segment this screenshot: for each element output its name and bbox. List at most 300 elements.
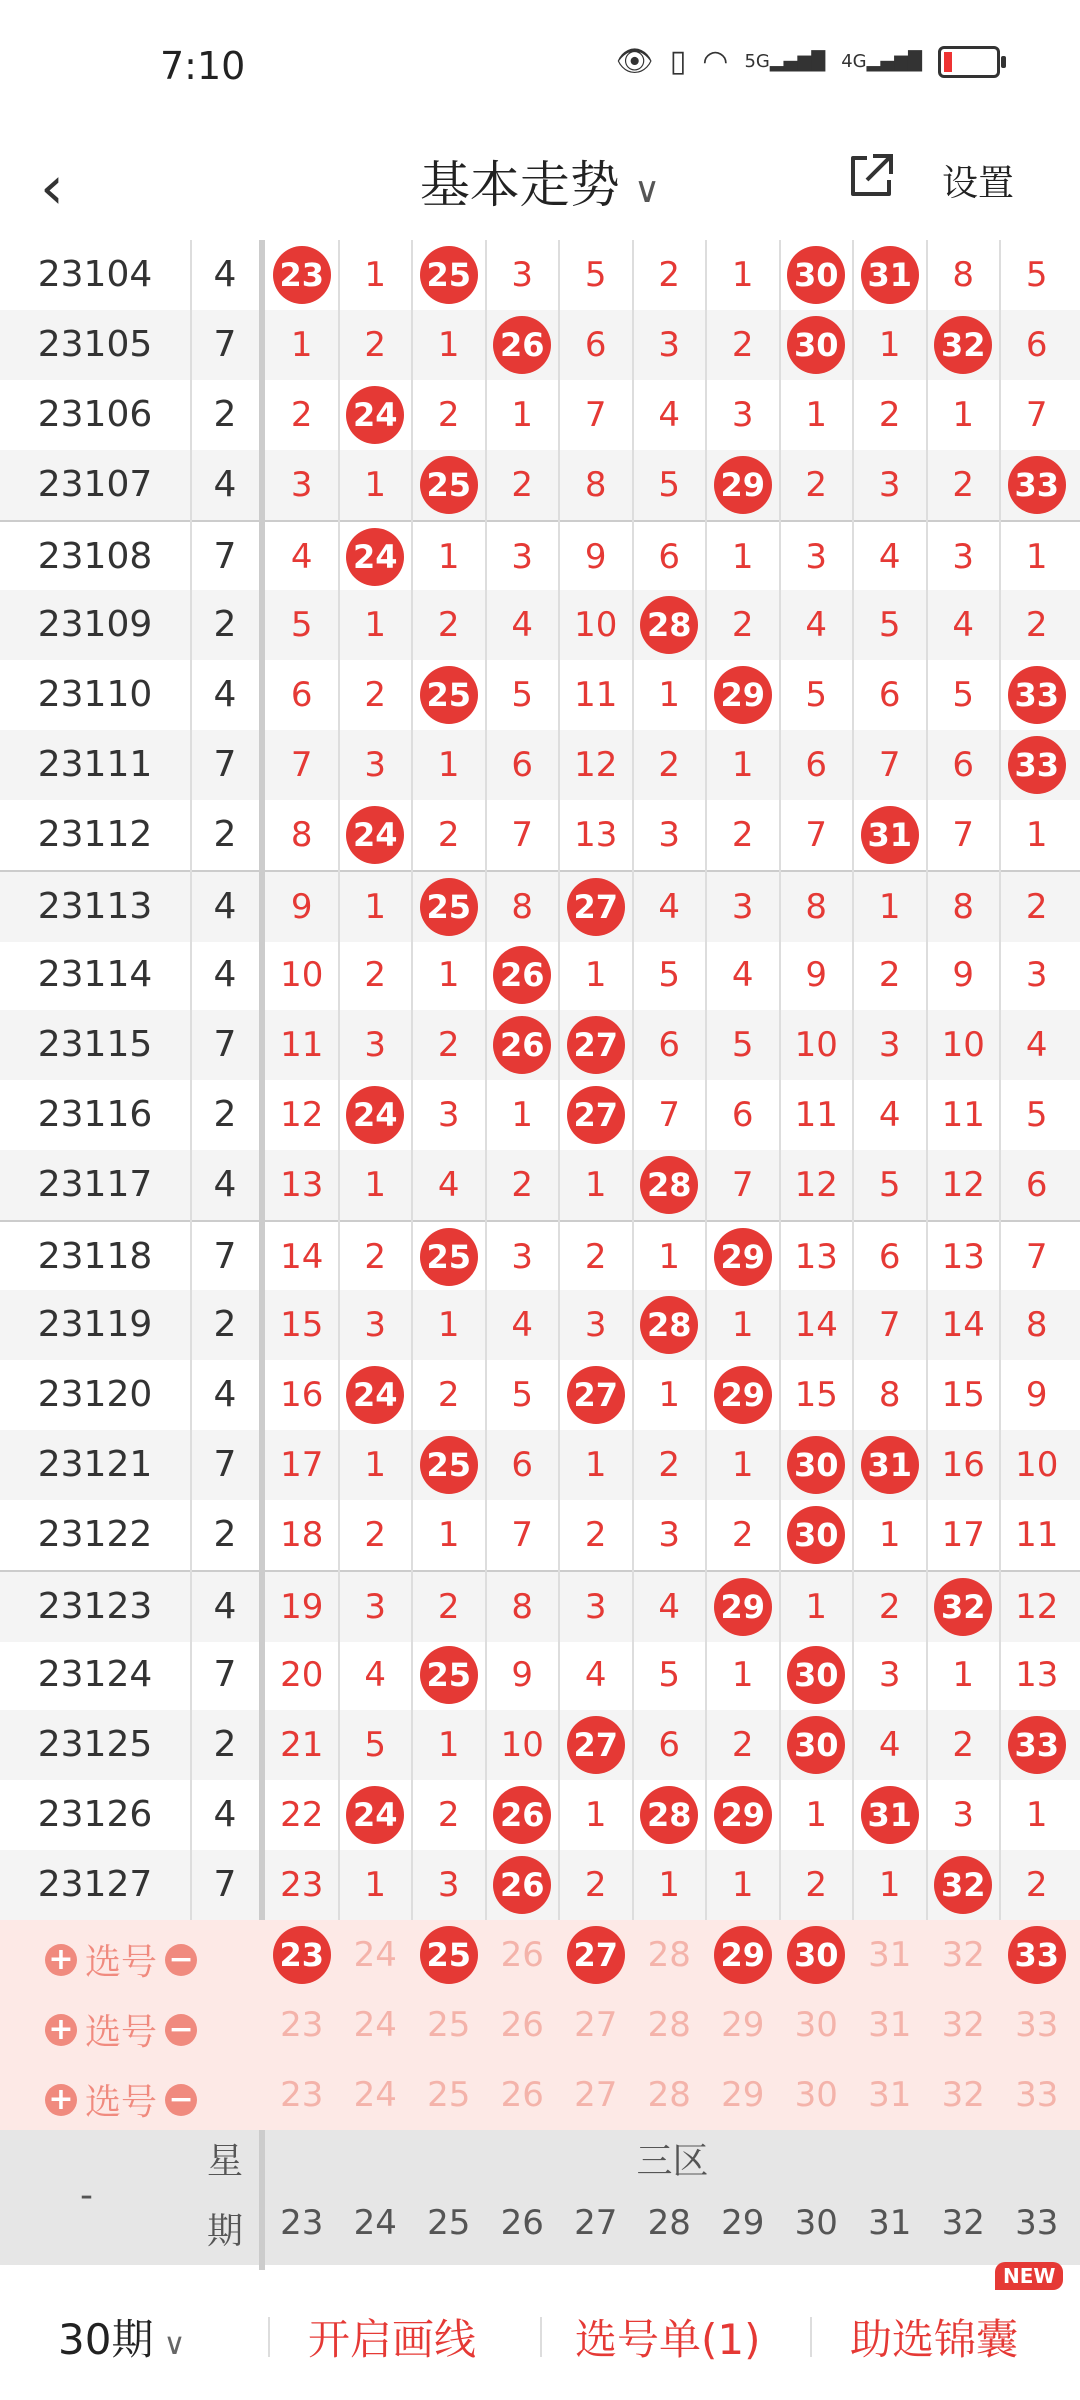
period-cell: 23118 [37,1236,153,1277]
miss-cell: 6 [290,675,313,715]
selected-number[interactable]: 25 [420,1926,478,1984]
network-4g-label: 4G [841,51,867,72]
week-cell: 7 [213,1864,237,1905]
period-cell: 23111 [37,744,153,785]
miss-cell: 16 [280,1375,324,1415]
column-divider [338,240,340,2130]
miss-cell: 3 [364,1587,387,1627]
column-divider [632,240,634,2130]
column-divider [705,240,707,2130]
miss-cell: 1 [878,887,901,927]
selectable-number[interactable]: 31 [868,1935,912,1975]
status-bar [0,0,1080,135]
drawn-ball: 33 [1008,736,1066,794]
miss-cell: 9 [952,955,975,995]
selectable-number[interactable]: 26 [500,2005,544,2045]
new-badge: NEW [995,2262,1063,2290]
miss-cell: 4 [511,605,534,645]
drawn-ball: 25 [420,1228,478,1286]
selected-number[interactable]: 33 [1008,1926,1066,1984]
miss-cell: 12 [794,1165,838,1205]
divider [540,2317,542,2357]
week-cell: 2 [213,394,237,435]
miss-cell: 21 [280,1725,324,1765]
miss-cell: 8 [511,887,534,927]
selectable-number[interactable]: 31 [868,2075,912,2115]
miss-cell: 1 [511,1095,534,1135]
drawn-ball: 32 [934,1856,992,1914]
miss-cell: 2 [658,745,681,785]
miss-cell: 7 [805,815,828,855]
miss-cell: 3 [878,465,901,505]
periods-selector[interactable] [58,2307,185,2367]
drawn-ball: 28 [640,1156,698,1214]
miss-cell: 1 [878,325,901,365]
miss-cell: 6 [805,745,828,785]
draw-line-button[interactable]: 开启画线 [308,2315,477,2364]
miss-cell: 6 [1025,1165,1048,1205]
miss-cell: 1 [1025,1795,1048,1835]
miss-cell: 5 [1025,1095,1048,1135]
selectable-number[interactable]: 28 [647,1935,691,1975]
selectable-number[interactable]: 32 [941,2005,985,2045]
selection-controls [45,2004,197,2055]
table-row [0,1290,1080,1360]
column-header-number: 31 [868,2203,912,2243]
period-cell: 23113 [37,886,153,927]
miss-cell: 2 [731,1515,754,1555]
miss-cell: 9 [584,537,607,577]
divider [810,2317,812,2357]
selectable-number[interactable]: 30 [794,2075,838,2115]
back-icon[interactable]: ‹ [40,153,64,223]
miss-cell: 8 [952,255,975,295]
drawn-ball: 29 [714,1228,772,1286]
miss-cell: 2 [731,1725,754,1765]
miss-cell: 8 [584,465,607,505]
selectable-number[interactable]: 32 [941,2075,985,2115]
miss-cell: 5 [658,1655,681,1695]
miss-cell: 13 [574,815,618,855]
week-cell: 7 [213,1654,237,1695]
miss-cell: 3 [658,815,681,855]
miss-cell: 8 [878,1375,901,1415]
column-header-number: 28 [647,2203,691,2243]
miss-cell: 1 [364,605,387,645]
week-cell: 4 [213,254,237,295]
remove-icon[interactable]: − [165,2084,197,2116]
selection-label: 选号 [85,1942,158,1983]
miss-cell: 4 [658,887,681,927]
miss-cell: 3 [731,395,754,435]
table-row [0,1850,1080,1920]
ticket-button[interactable]: 选号单(1) [575,2315,761,2364]
miss-cell: 4 [511,1305,534,1345]
miss-cell: 7 [511,1515,534,1555]
selection-row [0,1990,1080,2060]
divider [268,2317,270,2357]
table-row [0,1780,1080,1850]
miss-cell: 6 [878,1237,901,1277]
miss-cell: 22 [280,1795,324,1835]
miss-cell: 3 [1025,955,1048,995]
selectable-number[interactable]: 23 [280,2075,324,2115]
miss-cell: 1 [1025,815,1048,855]
miss-cell: 7 [878,1305,901,1345]
miss-cell: 2 [364,1515,387,1555]
miss-cell: 1 [731,1655,754,1695]
table-row [0,1150,1080,1220]
miss-cell: 7 [878,745,901,785]
miss-cell: 3 [511,1237,534,1277]
period-cell: 23121 [37,1444,153,1485]
week-cell: 7 [213,536,237,577]
week-cell: 4 [213,1374,237,1415]
drawn-ball: 28 [640,1786,698,1844]
add-icon[interactable]: + [45,1944,77,1976]
miss-cell: 5 [658,465,681,505]
miss-cell: 1 [437,745,460,785]
table-row [0,660,1080,730]
period-cell: 23119 [37,1304,153,1345]
drawn-ball: 29 [714,1578,772,1636]
selected-number[interactable]: 29 [714,1926,772,1984]
selection-label: 选号 [85,2082,158,2123]
miss-cell: 1 [437,1515,460,1555]
miss-cell: 11 [280,1025,324,1065]
miss-cell: 2 [805,1865,828,1905]
table-row [0,870,1080,942]
miss-cell: 3 [364,745,387,785]
selectable-number[interactable]: 33 [1015,2005,1059,2045]
drawn-ball: 26 [493,1016,551,1074]
selectable-number[interactable]: 28 [647,2075,691,2115]
miss-cell: 1 [584,1165,607,1205]
column-header-number: 26 [500,2203,544,2243]
miss-cell: 14 [794,1305,838,1345]
week-cell: 7 [213,1236,237,1277]
miss-cell: 2 [511,465,534,505]
drawn-ball: 25 [420,666,478,724]
drawn-ball: 25 [420,1646,478,1704]
period-cell: 23116 [37,1094,153,1135]
miss-cell: 2 [658,255,681,295]
miss-cell: 3 [658,325,681,365]
period-cell: 23124 [37,1654,153,1695]
miss-cell: 16 [941,1445,985,1485]
period-cell: 23117 [37,1164,153,1205]
drawn-ball: 28 [640,1296,698,1354]
table-row [0,240,1080,310]
selected-number[interactable]: 30 [787,1926,845,1984]
miss-cell: 13 [280,1165,324,1205]
miss-cell: 2 [658,1445,681,1485]
table-row [0,1640,1080,1710]
selection-row [0,1920,1080,1990]
page-title-dropdown[interactable] [0,145,1080,217]
drawn-ball: 26 [493,1786,551,1844]
drawn-ball: 26 [493,946,551,1004]
miss-cell: 4 [878,537,901,577]
miss-cell: 9 [511,1655,534,1695]
miss-cell: 7 [511,815,534,855]
miss-cell: 15 [280,1305,324,1345]
miss-cell: 20 [280,1655,324,1695]
miss-cell: 1 [437,537,460,577]
week-cell: 4 [213,464,237,505]
miss-cell: 14 [941,1305,985,1345]
miss-cell: 1 [731,745,754,785]
miss-cell: 10 [794,1025,838,1065]
selectable-number[interactable]: 25 [427,2075,471,2115]
drawn-ball: 29 [714,666,772,724]
miss-cell: 3 [952,537,975,577]
miss-cell: 4 [1025,1025,1048,1065]
period-cell: 23105 [37,324,153,365]
drawn-ball: 32 [934,1578,992,1636]
period-cell: 23127 [37,1864,153,1905]
table-row [0,590,1080,660]
table-row [0,1220,1080,1292]
miss-cell: 5 [658,955,681,995]
periods-label: 30期 [58,2315,154,2364]
miss-cell: 3 [511,537,534,577]
drawn-ball: 24 [346,528,404,586]
period-cell: 23114 [37,954,153,995]
miss-cell: 1 [658,1865,681,1905]
miss-cell: 1 [805,395,828,435]
period-cell: 23125 [37,1724,153,1765]
miss-cell: 2 [878,395,901,435]
week-header-2: 期 [206,2211,243,2252]
selectable-number[interactable]: 30 [794,2005,838,2045]
wifi-icon: ◠ [702,44,729,79]
miss-cell: 17 [280,1445,324,1485]
add-icon[interactable]: + [45,2014,77,2046]
miss-cell: 7 [952,815,975,855]
remove-icon[interactable]: − [165,1944,197,1976]
miss-cell: 2 [364,1237,387,1277]
period-cell: 23122 [37,1514,153,1555]
miss-cell: 12 [280,1095,324,1135]
selectable-number[interactable]: 26 [500,1935,544,1975]
selectable-number[interactable]: 24 [353,2005,397,2045]
column-divider [999,240,1001,2130]
remove-icon[interactable]: − [165,2014,197,2046]
selectable-number[interactable]: 23 [280,2005,324,2045]
miss-cell: 2 [584,1515,607,1555]
selectable-number[interactable]: 29 [721,2005,765,2045]
table-row [0,520,1080,592]
drawn-ball: 27 [567,1086,625,1144]
selectable-number[interactable]: 28 [647,2005,691,2045]
miss-cell: 7 [1025,395,1048,435]
miss-cell: 12 [1015,1587,1059,1627]
miss-cell: 1 [364,465,387,505]
miss-cell: 5 [1025,255,1048,295]
period-cell: 23112 [37,814,153,855]
status-icons [616,44,1000,79]
drawn-ball: 30 [787,1506,845,1564]
miss-cell: 10 [1015,1445,1059,1485]
miss-cell: 2 [437,395,460,435]
week-cell: 2 [213,1304,237,1345]
selectable-number[interactable]: 24 [353,1935,397,1975]
week-header-1: 星 [206,2141,243,2182]
miss-cell: 11 [574,675,618,715]
table-row [0,1430,1080,1500]
miss-cell: 4 [290,537,313,577]
drawn-ball: 25 [420,1436,478,1494]
miss-cell: 1 [658,1375,681,1415]
miss-cell: 2 [731,605,754,645]
week-cell: 2 [213,604,237,645]
drawn-ball: 30 [787,246,845,304]
selectable-number[interactable]: 26 [500,2075,544,2115]
selectable-number[interactable]: 32 [941,1935,985,1975]
eye-icon: 👁 [615,44,654,79]
miss-cell: 1 [731,255,754,295]
miss-cell: 2 [1025,605,1048,645]
miss-cell: 1 [364,1445,387,1485]
column-divider [485,240,487,2130]
miss-cell: 1 [878,1865,901,1905]
selectable-number[interactable]: 29 [721,2075,765,2115]
period-cell: 23106 [37,394,153,435]
share-icon[interactable] [845,150,897,202]
period-cell: 23107 [37,464,153,505]
miss-cell: 2 [731,815,754,855]
week-cell: 2 [213,1724,237,1765]
column-divider [558,240,560,2130]
drawn-ball: 28 [640,596,698,654]
miss-cell: 2 [364,675,387,715]
miss-cell: 6 [731,1095,754,1135]
drawn-ball: 26 [493,1856,551,1914]
selected-number[interactable]: 23 [273,1926,331,1984]
miss-cell: 1 [731,1445,754,1485]
week-cell: 4 [213,1794,237,1835]
add-icon[interactable]: + [45,2084,77,2116]
settings-button[interactable]: 设置 [942,163,1015,204]
drawn-ball: 29 [714,456,772,514]
miss-cell: 1 [805,1795,828,1835]
miss-cell: 5 [364,1725,387,1765]
miss-cell: 3 [290,465,313,505]
miss-cell: 1 [364,1865,387,1905]
selectable-number[interactable]: 27 [574,2075,618,2115]
miss-cell: 5 [511,675,534,715]
miss-cell: 4 [952,605,975,645]
miss-cell: 3 [878,1025,901,1065]
miss-cell: 5 [878,1165,901,1205]
selectable-number[interactable]: 33 [1015,2075,1059,2115]
miss-cell: 7 [658,1095,681,1135]
miss-cell: 5 [511,1375,534,1415]
miss-cell: 7 [584,395,607,435]
period-cell: 23108 [37,536,153,577]
drawn-ball: 25 [420,246,478,304]
miss-cell: 6 [511,745,534,785]
miss-cell: 3 [584,1587,607,1627]
selectable-number[interactable]: 25 [427,2005,471,2045]
miss-cell: 8 [511,1587,534,1627]
miss-cell: 3 [805,537,828,577]
bottom-bar [0,2265,1080,2400]
miss-cell: 1 [584,1795,607,1835]
miss-cell: 7 [731,1165,754,1205]
selected-number[interactable]: 27 [567,1926,625,1984]
selectable-number[interactable]: 24 [353,2075,397,2115]
helper-button[interactable]: 助选锦囊 [850,2315,1019,2364]
miss-cell: 10 [574,605,618,645]
miss-cell: 4 [364,1655,387,1695]
week-cell: 2 [213,1094,237,1135]
miss-cell: 2 [437,605,460,645]
signal-5g-icon: 5G▂▄▆█ [744,51,826,72]
column-header-number: 23 [280,2203,324,2243]
miss-cell: 6 [1025,325,1048,365]
miss-cell: 1 [437,955,460,995]
drawn-ball: 24 [346,806,404,864]
column-divider [926,240,928,2130]
selection-label: 选号 [85,2012,158,2053]
miss-cell: 2 [584,1865,607,1905]
miss-cell: 11 [794,1095,838,1135]
status-time: 7:10 [160,44,246,88]
miss-cell: 2 [364,955,387,995]
drawn-ball: 27 [567,1716,625,1774]
week-cell: 4 [213,886,237,927]
week-cell: 4 [213,674,237,715]
table-row [0,1010,1080,1080]
miss-cell: 6 [658,1725,681,1765]
table-row [0,310,1080,380]
period-header: - [80,2175,93,2216]
miss-cell: 2 [952,465,975,505]
table-row [0,1500,1080,1570]
miss-cell: 8 [290,815,313,855]
miss-cell: 5 [584,255,607,295]
miss-cell: 1 [731,537,754,577]
miss-cell: 13 [794,1237,838,1277]
miss-cell: 5 [290,605,313,645]
period-cell: 23104 [37,254,153,295]
drawn-ball: 26 [493,316,551,374]
drawn-ball: 25 [420,878,478,936]
miss-cell: 1 [584,955,607,995]
miss-cell: 2 [437,815,460,855]
miss-cell: 2 [584,1237,607,1277]
column-divider [852,240,854,2130]
network-5g-label: 5G [744,51,770,72]
miss-cell: 1 [364,255,387,295]
miss-cell: 1 [805,1587,828,1627]
miss-cell: 7 [290,745,313,785]
week-cell: 4 [213,954,237,995]
selectable-number[interactable]: 27 [574,2005,618,2045]
drawn-ball: 31 [861,806,919,864]
drawn-ball: 32 [934,316,992,374]
miss-cell: 1 [437,325,460,365]
miss-cell: 9 [1025,1375,1048,1415]
table-row [0,940,1080,1010]
selectable-number[interactable]: 31 [868,2005,912,2045]
drawn-ball: 25 [420,456,478,514]
miss-cell: 2 [437,1795,460,1835]
miss-cell: 2 [364,325,387,365]
miss-cell: 18 [280,1515,324,1555]
